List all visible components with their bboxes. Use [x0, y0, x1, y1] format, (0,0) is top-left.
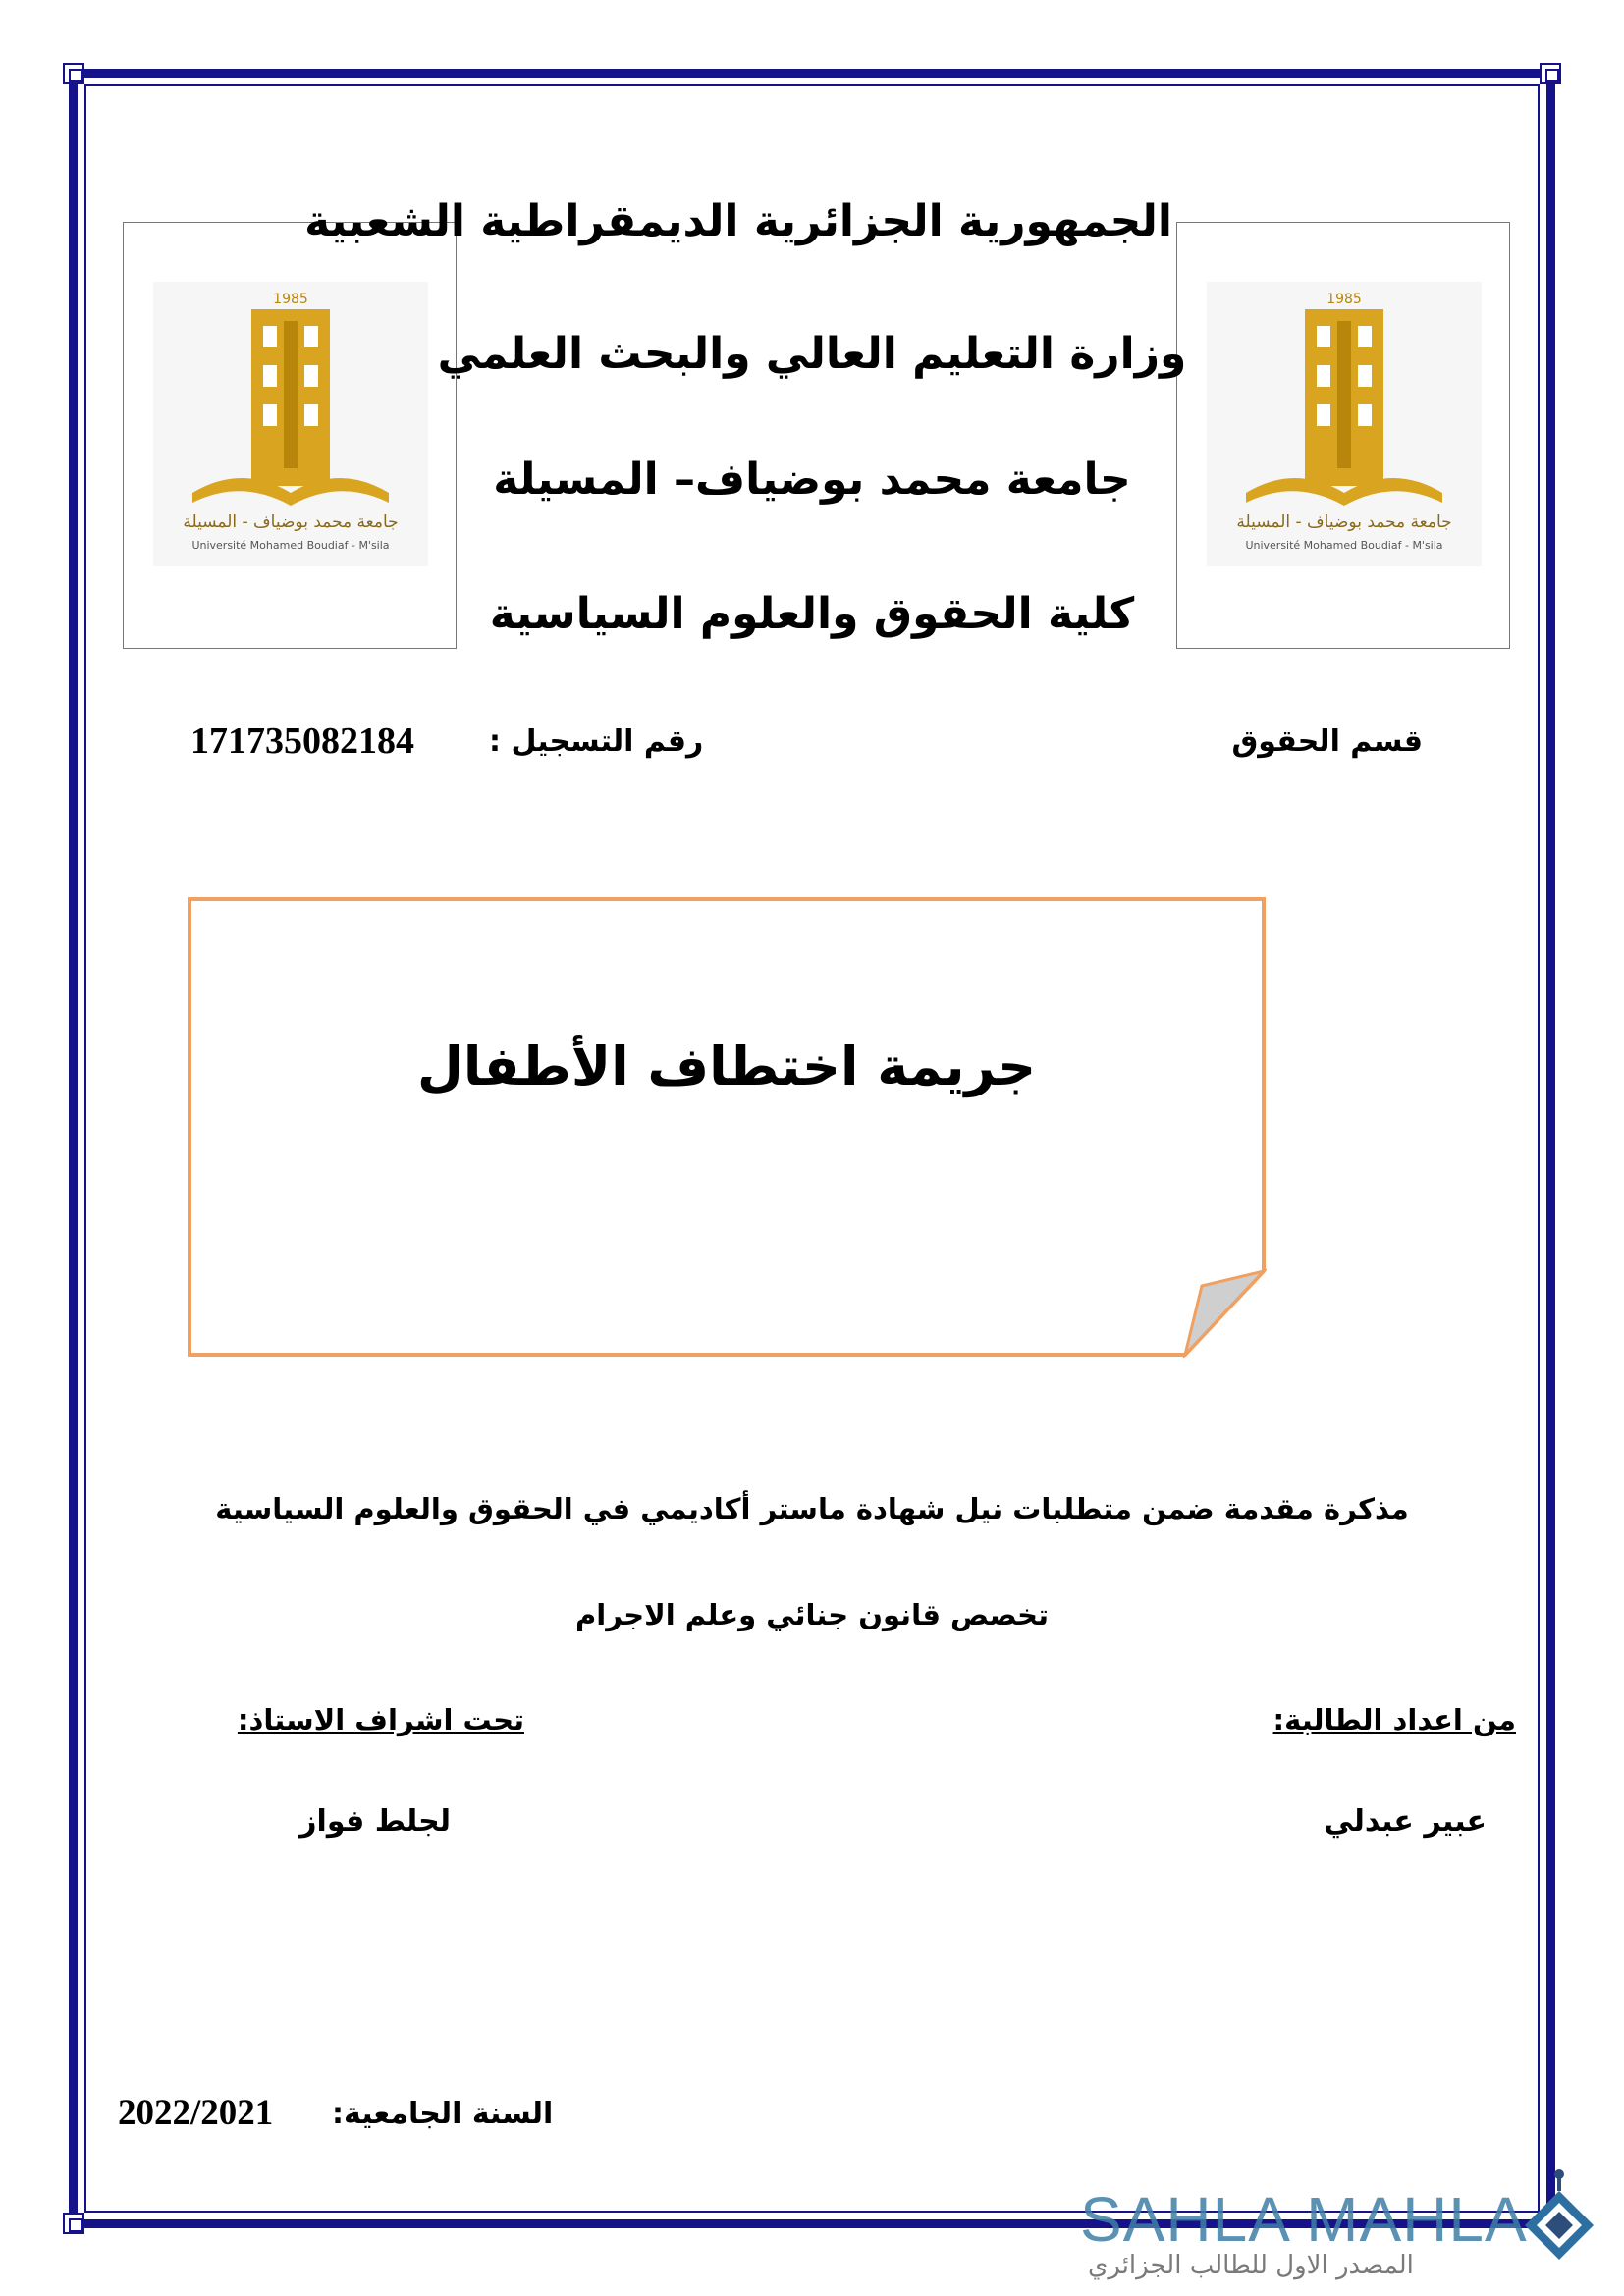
academic-year-label: السنة الجامعية: — [332, 2097, 554, 2131]
university-logo-image — [153, 282, 428, 566]
logo-arabic-name: جامعة محمد بوضياف - المسيلة — [183, 512, 399, 532]
academic-year-value: 2022/2021 — [118, 2093, 274, 2133]
logo-arabic-name: جامعة محمد بوضياف - المسيلة — [1236, 512, 1452, 532]
title-card — [187, 896, 1267, 1358]
logo-year: 1985 — [1326, 292, 1362, 307]
watermark-tagline: المصدر الاول للطالب الجزائري — [1088, 2251, 1414, 2280]
registration-number: 171735082184 — [190, 721, 414, 762]
department-label: قسم الحقوق — [1231, 724, 1423, 759]
registration-label: رقم التسجيل : — [489, 724, 704, 759]
republic-heading: الجمهورية الجزائرية الديمقراطية الشعبية — [304, 196, 1172, 246]
supervised-by-label: تحت اشراف الاستاذ: — [237, 1703, 524, 1736]
student-name: عبير عبدلي — [1324, 1804, 1487, 1839]
logo-latin-name: Université Mohamed Boudiaf - M'sila — [191, 539, 390, 552]
supervisor-name: لجلط فواز — [299, 1804, 451, 1839]
specialty-line: تخصص قانون جنائي وعلم الاجرام — [575, 1598, 1049, 1631]
corner-ornament — [1540, 63, 1561, 84]
faculty-heading: كلية الحقوق والعلوم السياسية — [489, 589, 1135, 639]
thesis-title: جريمة اختطاف الأطفال — [417, 1036, 1036, 1097]
university-logo-left — [123, 222, 457, 649]
ministry-heading: وزارة التعليم العالي والبحث العلمي — [437, 329, 1187, 379]
prepared-by-label: من اعداد الطالبة: — [1272, 1703, 1516, 1736]
university-logo-image — [1207, 282, 1482, 566]
memo-description: مذكرة مقدمة ضمن متطلبات نيل شهادة ماستر أكاديمي في الحقوق والعلوم السياسية — [215, 1492, 1409, 1525]
corner-ornament — [63, 2213, 84, 2234]
watermark-brand: SAHLA MAHLA — [1080, 2184, 1528, 2255]
logo-year: 1985 — [273, 292, 308, 307]
university-logo-right — [1176, 222, 1510, 649]
watermark-logo-icon — [1510, 2166, 1608, 2274]
corner-ornament — [63, 63, 84, 84]
logo-latin-name: Université Mohamed Boudiaf - M'sila — [1245, 539, 1443, 552]
university-heading: جامعة محمد بوضياف– المسيلة — [493, 454, 1131, 505]
